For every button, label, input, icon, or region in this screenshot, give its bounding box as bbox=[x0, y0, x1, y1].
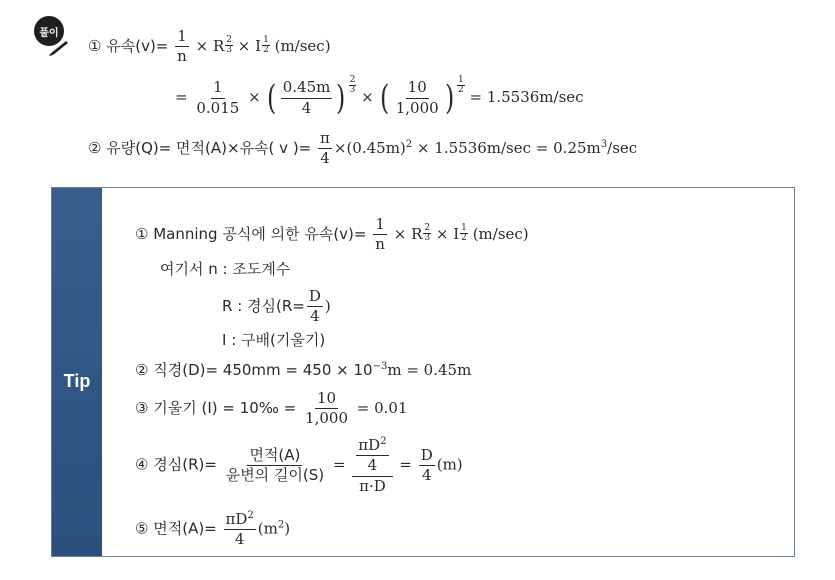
fraction: $\frac{D}{4}$ bbox=[308, 287, 321, 326]
exponent: $\frac{2}{3}$ bbox=[349, 75, 356, 95]
pen-icon bbox=[48, 38, 70, 56]
fraction: $\frac{\text{면적(A)}}{\text{윤변의 길이(S)}}$ bbox=[225, 445, 325, 484]
circled-number: ① bbox=[135, 224, 149, 243]
tip-line-6: ③ 기울기 (I) = 10‰ = $\frac{10}{1,000}$ = 0.01 bbox=[135, 389, 408, 428]
solution-badge-label: 풀이 bbox=[34, 16, 64, 46]
tip-label: Tip bbox=[63, 371, 91, 391]
exponent: $\frac{2}{3}$ bbox=[424, 222, 431, 243]
velocity-label: 유속(v)= bbox=[106, 36, 169, 55]
circled-number: ④ bbox=[135, 455, 149, 474]
tip-line-7: ④ 경심(R)= $\frac{\text{면적(A)}}{\text{윤변의 길이(S)}}$ = $\frac{\frac{\pi D^2}{4}}{\pi\cdot D}$ = $\frac{D}{4}$ (m) bbox=[135, 436, 463, 495]
fraction: $\frac{1}{0.015}$ bbox=[196, 78, 240, 117]
fraction: $\frac{10}{1,000}$ bbox=[395, 78, 439, 117]
solution-line-3: ② 유량(Q)= 면적(A)×유속( v )= $\frac{\pi}{4}$ $\times(0.45m)^2 \times 1.5536m/\sec = 0.25m^3/\sec$ bbox=[88, 129, 638, 168]
solution-line-1: ① 유속(v)= $\frac{1}{n}$ × R $\frac{2}{3}$ × I $\frac{1}{2}$ (m/sec) bbox=[88, 27, 331, 66]
fraction: $\frac{0.45m}{4}$ bbox=[282, 78, 331, 117]
tip-line-4: I : 구배(기울기) bbox=[222, 331, 326, 349]
solution-badge bbox=[34, 16, 74, 58]
circled-number: ① bbox=[88, 36, 102, 55]
tip-line-1: ① Manning 공식에 의한 유속(v)= $\frac{1}{n}$ × R $\frac{2}{3}$ × I $\frac{1}{2}$ (m/sec) bbox=[135, 215, 529, 254]
compound-fraction: $\frac{\frac{\pi D^2}{4}}{\pi\cdot D}$ bbox=[352, 436, 392, 495]
tip-sidebar bbox=[52, 188, 102, 556]
tip-line-8: ⑤ 면적(A)= $\frac{\pi D^2}{4}$ $(m^2)$ bbox=[135, 510, 291, 549]
circled-number: ⑤ bbox=[135, 519, 149, 538]
exponent: $\frac{2}{3}$ bbox=[226, 34, 232, 55]
fraction: $\frac{10}{1,000}$ bbox=[305, 389, 348, 428]
solution-line-2: = $\frac{1}{0.015}$ × ( $\frac{0.45m}{4}$ ) $\frac{2}{3}$ × ( $\frac{10}{1,000}$ ) $\frac{1}{2}$ = 1.5536m/sec bbox=[175, 75, 584, 118]
tip-line-2: 여기서 n : 조도계수 bbox=[160, 260, 291, 278]
fraction: $\frac{1}{n}$ bbox=[375, 215, 385, 254]
exponent: $\frac{1}{2}$ bbox=[461, 222, 467, 243]
circled-number: ② bbox=[135, 361, 149, 379]
circled-number: ② bbox=[88, 138, 102, 157]
circled-number: ③ bbox=[135, 398, 149, 417]
fraction: $\frac{D}{4}$ bbox=[420, 445, 433, 484]
tip-line-5: ② 직경$(D)= 450mm = 450 \times 10^{-3}m = 0.45m$ bbox=[135, 361, 472, 379]
manning-label: Manning 공식에 의한 유속(v)= bbox=[153, 224, 367, 243]
exponent: $\frac{1}{2}$ bbox=[457, 75, 464, 95]
flow-label: 유량(Q)= 면적(A)×유속( v )= bbox=[106, 138, 312, 157]
fraction: $\frac{\pi}{4}$ bbox=[320, 129, 330, 168]
fraction: $\frac{\pi D^2}{4}$ bbox=[225, 510, 254, 549]
velocity-result: = 1.5536m/sec bbox=[469, 88, 584, 106]
tip-line-3: R : 경심(R= $\frac{D}{4}$ ) bbox=[222, 287, 331, 326]
exponent: $\frac{1}{2}$ bbox=[263, 34, 269, 55]
fraction: $\frac{1}{n}$ bbox=[177, 27, 187, 66]
